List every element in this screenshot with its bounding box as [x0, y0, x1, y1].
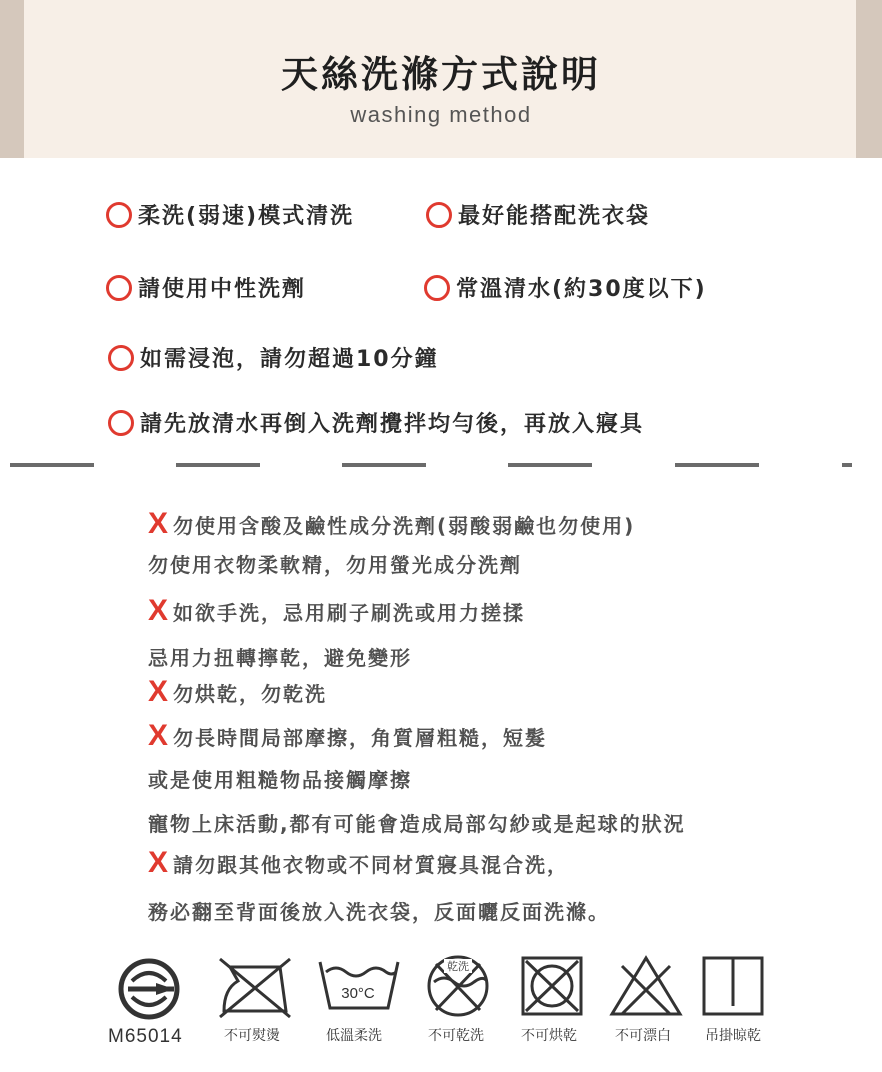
x-mark-icon: X: [148, 719, 171, 752]
do-item-text: 請先放清水再倒入洗劑攪拌均勻後，再放入寢具: [140, 412, 645, 437]
circle-icon: [106, 202, 132, 228]
dont-line-text: 務必翻至背面後放入洗衣袋，反面曬反面洗滌。: [148, 900, 610, 924]
do-item-text: 如需浸泡，請勿超過10分鐘: [140, 347, 439, 372]
dryclean-label: 乾洗: [447, 960, 469, 973]
dont-line: [148, 896, 610, 925]
dont-line-text: 或是使用粗糙物品接觸摩擦: [148, 768, 412, 792]
line-dry-icon: [700, 954, 766, 1018]
divider-segment: [842, 463, 852, 467]
dont-line-text: 勿長時間局部摩擦，角質層粗糙，短髮: [173, 725, 548, 750]
dont-line: [148, 549, 522, 578]
divider-segment: [10, 463, 94, 467]
wash-temp-label: 30°C: [341, 985, 375, 1002]
do-item: [108, 407, 644, 438]
dont-line: [148, 719, 547, 753]
certification-mark-icon: [112, 957, 186, 1021]
care-label: 不可烘乾: [521, 1028, 577, 1044]
care-label: 吊掛晾乾: [705, 1028, 761, 1044]
dont-line: [148, 764, 412, 793]
dont-line: [148, 507, 635, 541]
dont-line: [148, 594, 525, 628]
dont-line: [148, 675, 327, 709]
do-item-text: 柔洗(弱速)模式清洗: [138, 204, 355, 229]
x-mark-icon: X: [148, 846, 171, 879]
circle-icon: [108, 410, 134, 436]
dont-line: [148, 846, 569, 880]
do-item: [426, 199, 650, 230]
certification-code: M65014: [108, 1026, 183, 1047]
no-dryclean-icon: [420, 952, 496, 1020]
header-banner: [0, 0, 882, 158]
divider-segment: [508, 463, 592, 467]
care-label: 不可熨燙: [224, 1028, 280, 1044]
do-item-text: 最好能搭配洗衣袋: [458, 204, 651, 229]
do-item-text: 請使用中性洗劑: [138, 277, 307, 302]
care-label: 不可乾洗: [428, 1028, 484, 1044]
x-mark-icon: X: [148, 507, 171, 540]
no-bleach-icon: [606, 952, 686, 1020]
care-label: 不可漂白: [615, 1028, 671, 1044]
no-tumble-dry-icon: [518, 953, 586, 1019]
x-mark-icon: X: [148, 675, 171, 708]
care-label: 低溫柔洗: [326, 1028, 382, 1044]
dont-line-text: 勿使用衣物柔軟精，勿用螢光成分洗劑: [148, 553, 522, 577]
circle-icon: [106, 275, 132, 301]
no-iron-icon: [214, 955, 296, 1021]
do-item: [108, 342, 439, 373]
page-title: 天絲洗滌方式說明: [281, 53, 601, 96]
circle-icon: [424, 275, 450, 301]
do-item: [106, 199, 354, 230]
dont-line: [148, 808, 686, 837]
circle-icon: [108, 345, 134, 371]
divider-segment: [675, 463, 759, 467]
do-item-text: 常溫清水(約30度以下): [456, 277, 707, 302]
do-item: [424, 272, 707, 303]
dont-line-text: 寵物上床活動,都有可能會造成局部勾紗或是起球的狀況: [148, 812, 686, 836]
dont-line-text: 勿使用含酸及鹼性成分洗劑(弱酸弱鹼也勿使用): [173, 513, 636, 538]
do-item: [106, 272, 306, 303]
x-mark-icon: X: [148, 594, 171, 627]
page-subtitle: washing method: [350, 102, 532, 127]
dont-line-text: 忌用力扭轉擰乾，避免變形: [148, 646, 412, 670]
dont-line: [148, 642, 412, 671]
divider-segment: [176, 463, 260, 467]
dont-line-text: 請勿跟其他衣物或不同材質寢具混合洗，: [173, 852, 570, 877]
dont-line-text: 如欲手洗，忌用刷子刷洗或用力搓揉: [173, 600, 526, 625]
circle-icon: [426, 202, 452, 228]
dont-line-text: 勿烘乾，勿乾洗: [173, 681, 328, 706]
divider-segment: [342, 463, 426, 467]
gentle-wash-icon: [316, 956, 402, 1016]
